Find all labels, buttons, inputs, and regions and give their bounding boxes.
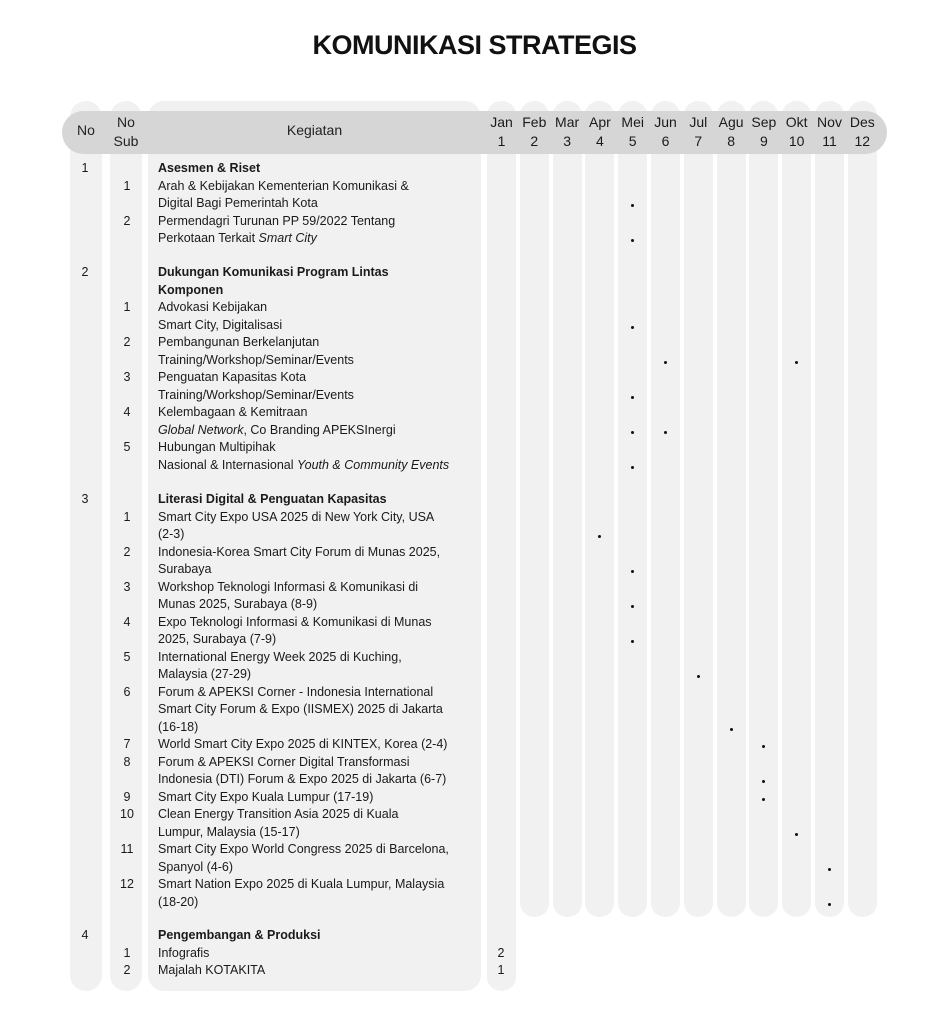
month-column-jul xyxy=(684,101,713,917)
sub-number: 1 xyxy=(123,300,131,314)
month-column-mar xyxy=(553,101,582,917)
sub-number: 9 xyxy=(123,789,131,804)
schedule-dot xyxy=(631,466,634,469)
schedule-dot xyxy=(664,361,667,364)
activity-text: Pembangunan Berkelanjutan xyxy=(158,335,320,349)
section-title: Literasi Digital & Penguatan Kapasitas xyxy=(158,492,387,506)
sub-number: 7 xyxy=(123,737,131,751)
section-title: Pengembangan & Produksi xyxy=(158,928,321,942)
schedule-dot xyxy=(828,868,831,871)
activity-text: Smart City Expo World Congress 2025 di Barcelona, xyxy=(158,842,449,856)
sub-number: 6 xyxy=(123,684,131,699)
month-number: 11 xyxy=(822,133,837,149)
header-month-agu xyxy=(713,113,750,151)
sub-number: 1 xyxy=(123,509,131,524)
header-month-okt xyxy=(778,113,815,151)
activity-text: Majalah KOTAKITA xyxy=(158,963,266,977)
activity-text: Surabaya xyxy=(158,562,212,576)
activity-text: Indonesia-Korea Smart City Forum di Munas 2025, xyxy=(158,544,441,559)
month-name: Mei xyxy=(621,114,644,130)
sub-number: 10 xyxy=(120,807,134,821)
month-column-jan xyxy=(487,101,516,991)
activity-text: World Smart City Expo 2025 di KINTEX, Korea (2-4) xyxy=(158,737,448,751)
section-number: 2 xyxy=(81,265,89,279)
sub-number: 2 xyxy=(123,963,131,977)
activity-text: Workshop Teknologi Informasi & Komunikasi di xyxy=(158,579,419,594)
month-name: Des xyxy=(849,114,875,130)
header-no-sub xyxy=(108,113,144,151)
month-number: 8 xyxy=(727,133,735,149)
sub-number: 3 xyxy=(123,579,131,594)
activity-text: Smart City Expo Kuala Lumpur (17-19) xyxy=(158,789,374,804)
activity-text: Munas 2025, Surabaya (8-9) xyxy=(158,597,318,611)
no-column xyxy=(70,101,102,991)
month-name: Agu xyxy=(718,114,744,130)
month-name: Jan xyxy=(490,114,513,130)
activity-text: Training/Workshop/Seminar/Events xyxy=(158,387,354,402)
activity-text: Expo Teknologi Informasi & Komunikasi di Munas xyxy=(158,614,432,629)
month-name: Okt xyxy=(785,114,808,130)
month-column-nov xyxy=(815,101,844,917)
schedule-dot xyxy=(631,326,634,329)
sub-number: 1 xyxy=(123,945,131,960)
sub-number: 2 xyxy=(123,335,131,349)
month-number: 4 xyxy=(595,133,604,149)
month-column-feb xyxy=(520,101,549,917)
activity-text: Clean Energy Transition Asia 2025 di Kuala xyxy=(158,807,399,821)
activity-text: Lumpur, Malaysia (15-17) xyxy=(158,824,300,839)
schedule-dot xyxy=(631,396,634,399)
month-name: Apr xyxy=(588,114,611,130)
sub-number: 5 xyxy=(123,649,131,664)
header-month-feb xyxy=(516,113,553,151)
month-column-agu xyxy=(717,101,746,917)
month-name: Jun xyxy=(654,114,677,130)
activity-text: (2-3) xyxy=(158,527,185,541)
activity-text: Hubungan Multipihak xyxy=(158,440,276,454)
sub-number: 4 xyxy=(123,405,131,419)
month-number: 7 xyxy=(694,133,703,149)
header-no-sub-line2: Sub xyxy=(113,133,139,149)
sub-number: 5 xyxy=(123,440,131,454)
month-number: 1 xyxy=(497,133,506,149)
sub-number: 2 xyxy=(123,213,131,228)
month-column-sep xyxy=(749,101,778,917)
header-month-sep xyxy=(745,113,782,151)
month-number: 5 xyxy=(628,133,637,149)
schedule-dot xyxy=(730,728,733,731)
activity-text: Infografis xyxy=(158,945,210,960)
section-title: Asesmen & Riset xyxy=(158,161,261,175)
activity-text: Kelembagaan & Kemitraan xyxy=(158,405,308,419)
activity-text: Global Network, Co Branding APEKSInergi xyxy=(158,422,396,437)
schedule-dot xyxy=(664,431,667,434)
section-number: 3 xyxy=(81,492,89,506)
header-month-des xyxy=(844,113,881,151)
month-column-mei xyxy=(618,101,647,917)
activity-text: Nasional & Internasional Youth & Community Events xyxy=(158,457,450,472)
sub-number: 1 xyxy=(123,178,131,193)
header-no-sub-line1: No xyxy=(117,114,135,130)
page-title: KOMUNIKASI STRATEGIS xyxy=(312,30,637,60)
month-name: Sep xyxy=(751,114,777,130)
header-month-apr xyxy=(581,113,618,151)
month-name: Jul xyxy=(689,114,708,130)
activity-text: Permendagri Turunan PP 59/2022 Tentang xyxy=(158,213,396,228)
activity-text: Smart City Expo USA 2025 di New York City, USA xyxy=(158,509,435,524)
activity-text: (16-18) xyxy=(158,719,199,734)
schedule-dot xyxy=(828,903,831,906)
sub-number: 4 xyxy=(123,614,131,629)
section-number: 4 xyxy=(81,928,89,942)
month-name: Mar xyxy=(555,114,580,130)
activity-text: Forum & APEKSI Corner - Indonesia International xyxy=(158,684,434,699)
activity-text: Malaysia (27-29) xyxy=(158,667,252,681)
month-number: 9 xyxy=(759,133,768,149)
activity-text: Perkotaan Terkait Smart City xyxy=(158,231,317,245)
activity-text: Spanyol (4-6) xyxy=(158,859,234,874)
activity-text: Advokasi Kebijakan xyxy=(158,300,268,314)
header-month-mar xyxy=(549,113,586,151)
activity-text: Smart City, Digitalisasi xyxy=(158,317,283,332)
header-month-mei xyxy=(614,113,651,151)
section-title: Dukungan Komunikasi Program Lintas Komponen xyxy=(158,265,389,297)
jan-value: 1 xyxy=(497,963,505,977)
header-month-jun xyxy=(647,113,684,151)
sub-number: 12 xyxy=(120,877,134,891)
activity-text: 2025, Surabaya (7-9) xyxy=(158,632,277,646)
header-month-jan xyxy=(483,113,520,151)
activity-text: Indonesia (DTI) Forum & Expo 2025 di Jakarta (6-7) xyxy=(158,772,447,786)
activity-text: Training/Workshop/Seminar/Events xyxy=(158,352,354,367)
month-number: 12 xyxy=(854,133,871,149)
section-number: 1 xyxy=(81,161,89,175)
schedule-dot xyxy=(631,431,634,434)
activity-text: International Energy Week 2025 di Kuching, xyxy=(158,649,402,664)
header-kegiatan: Kegiatan xyxy=(286,122,343,138)
activity-text: Forum & APEKSI Corner Digital Transformasi xyxy=(158,754,410,769)
activity-text: Smart City Forum & Expo (IISMEX) 2025 di Jakarta xyxy=(158,702,443,716)
month-number: 3 xyxy=(563,133,571,149)
month-name: Nov xyxy=(817,114,842,130)
month-name: Feb xyxy=(522,114,547,130)
month-column-apr xyxy=(585,101,614,917)
header-month-nov xyxy=(811,113,848,151)
month-number: 2 xyxy=(530,133,539,149)
month-number: 6 xyxy=(661,133,670,149)
month-column-des xyxy=(848,101,877,917)
month-column-okt xyxy=(782,101,811,917)
activity-text: Smart Nation Expo 2025 di Kuala Lumpur, Malaysia xyxy=(158,877,445,891)
sub-number: 8 xyxy=(123,754,131,769)
sub-number: 2 xyxy=(123,544,131,559)
schedule-dot xyxy=(795,361,798,364)
sub-number: 11 xyxy=(120,842,134,856)
header-no: No xyxy=(77,122,95,138)
activity-text: Digital Bagi Pemerintah Kota xyxy=(158,196,318,210)
schedule-dot xyxy=(697,675,700,678)
month-column-jun xyxy=(651,101,680,917)
activity-text: (18-20) xyxy=(158,894,199,909)
schedule-dot xyxy=(795,833,798,836)
header-month-jul xyxy=(680,113,717,151)
jan-value: 2 xyxy=(497,945,505,960)
sub-number: 3 xyxy=(123,370,131,384)
month-number: 10 xyxy=(788,133,805,149)
activity-text: Arah & Kebijakan Kementerian Komunikasi & xyxy=(158,178,409,193)
activity-text: Penguatan Kapasitas Kota xyxy=(158,370,307,384)
